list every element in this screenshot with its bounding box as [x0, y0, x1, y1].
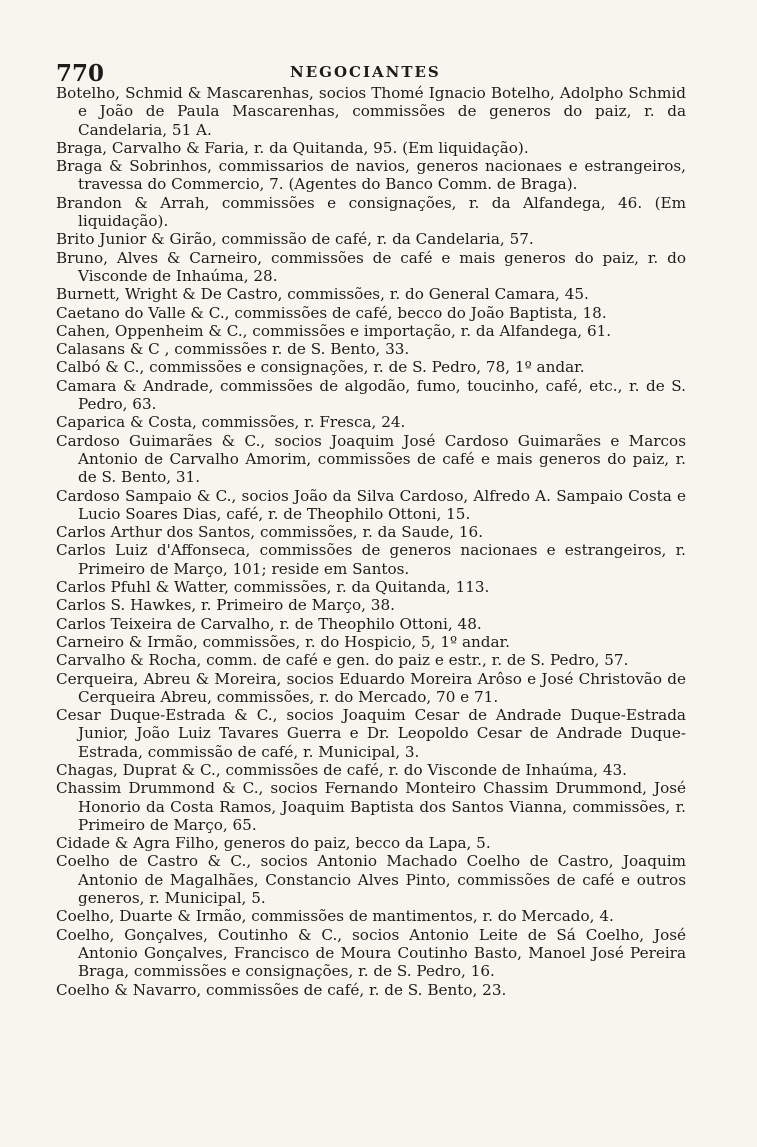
directory-entry: Cerqueira, Abreu & Moreira, socios Eduardo Moreira Arôso e José Christovão de Cerqueira Abreu, commissões, r. do Mercado, 70 e 71. [56, 669, 686, 706]
directory-entry: Botelho, Schmid & Mascarenhas, socios Thomé Ignacio Botelho, Adolpho Schmid e João de Paula Mascarenhas, commissões de generos do paiz, r. da Candelaria, 51 A. [56, 84, 686, 139]
directory-entry: Carlos Arthur dos Santos, commissões, r. da Saude, 16. [56, 523, 484, 542]
directory-entry: Caparica & Costa, commissões, r. Fresca, 24. [56, 413, 406, 432]
directory-entry: Carvalho & Rocha, comm. de café e gen. do paiz e estr., r. de S. Pedro, 57. [56, 651, 629, 670]
directory-entry: Bruno, Alves & Carneiro, commissões de café e mais generos do paiz, r. do Visconde de Inhaúma, 28. [56, 248, 686, 285]
directory-entry: Carlos S. Hawkes, r. Primeiro de Março, 38. [56, 596, 395, 615]
page-title: NEGOCIANTES [290, 63, 441, 81]
directory-entry: Burnett, Wright & De Castro, commissões, r. do General Camara, 45. [56, 285, 589, 304]
directory-entry: Carlos Pfuhl & Watter, commissões, r. da Quitanda, 113. [56, 578, 490, 597]
directory-entry: Braga, Carvalho & Faria, r. da Quitanda, 95. (Em liquidação). [56, 138, 529, 157]
directory-entry: Coelho, Duarte & Irmão, commissões de mantimentos, r. do Mercado, 4. [56, 907, 614, 926]
page-number: 770 [56, 60, 105, 87]
directory-entry: Camara & Andrade, commissões de algodão, fumo, toucinho, café, etc., r. de S. Pedro, 63. [56, 376, 686, 414]
directory-entry: Cardoso Sampaio & C., socios João da Silva Cardoso, Alfredo A. Sampaio Costa e Lucio Soares Dias, café, r. de Theophilo Ottoni, 15. [56, 486, 686, 523]
directory-entry: Chassim Drummond & C., socios Fernando Monteiro Chassim Drummond, José Honorio da Costa Ramos, Joaquim Baptista dos Santos Vianna, commissões, r. Primeiro de Março, 65. [56, 779, 686, 834]
directory-entry: Coelho, Gonçalves, Coutinho & C., socios Antonio Leite de Sá Coelho, José Antonio Gonçalves, Francisco de Moura Coutinho Basto, Manoel José Pereira Braga, commissões e consignações, r. de S. Pedro, 16. [56, 925, 686, 981]
directory-entry: Carlos Teixeira de Carvalho, r. de Theophilo Ottoni, 48. [56, 614, 482, 633]
directory-entry: Cardoso Guimarães & C., socios Joaquim José Cardoso Guimarães e Marcos Antonio de Carvalho Amorim, commissões de café e mais generos do paiz, r. de S. Bento, 31. [56, 431, 686, 487]
directory-entry: Cahen, Oppenheim & C., commissões e importação, r. da Alfandega, 61. [56, 321, 612, 340]
directory-entry: Chagas, Duprat & C., commissões de café, r. do Visconde de Inhaúma, 43. [56, 760, 627, 779]
directory-entry: Caetano do Valle & C., commissões de café, becco do João Baptista, 18. [56, 303, 607, 322]
directory-entry: Braga & Sobrinhos, commissarios de navios, generos nacionaes e estrangeiros, travessa do Commercio, 7. (Agentes do Banco Comm. de Braga). [56, 157, 686, 194]
directory-entry: Calasans & C , commissões r. de S. Bento, 33. [56, 340, 410, 359]
directory-entry: Brandon & Arrah, commissões e consignações, r. da Alfandega, 46. (Em liquidação). [56, 193, 686, 231]
directory-entry: Coelho de Castro & C., socios Antonio Machado Coelho de Castro, Joaquim Antonio de Magalhães, Constancio Alves Pinto, commissões de café e outros generos, r. Municipal, 5. [56, 852, 686, 908]
directory-entry: Carlos Luiz d'Affonseca, commissões de generos nacionaes e estrangeiros, r. Primeiro de Março, 101; reside em Santos. [56, 541, 686, 578]
directory-entry: Calbó & C., commissões e consignações, r. de S. Pedro, 78, 1º andar. [56, 358, 585, 377]
directory-entries [56, 84, 686, 999]
directory-entry: Carneiro & Irmão, commissões, r. do Hospicio, 5, 1º andar. [56, 632, 510, 651]
directory-entry: Brito Junior & Girão, commissão de café, r. da Candelaria, 57. [56, 230, 534, 249]
directory-entry: Cidade & Agra Filho, generos do paiz, becco da Lapa, 5. [56, 834, 491, 853]
directory-entry: Coelho & Navarro, commissões de café, r. de S. Bento, 23. [56, 980, 507, 999]
directory-entry: Cesar Duque-Estrada & C., socios Joaquim Cesar de Andrade Duque-Estrada Junior, João Luiz Tavares Guerra e Dr. Leopoldo Cesar de Andrade Duque-Estrada, commissão de café, r. Municipal, 3. [56, 706, 686, 761]
